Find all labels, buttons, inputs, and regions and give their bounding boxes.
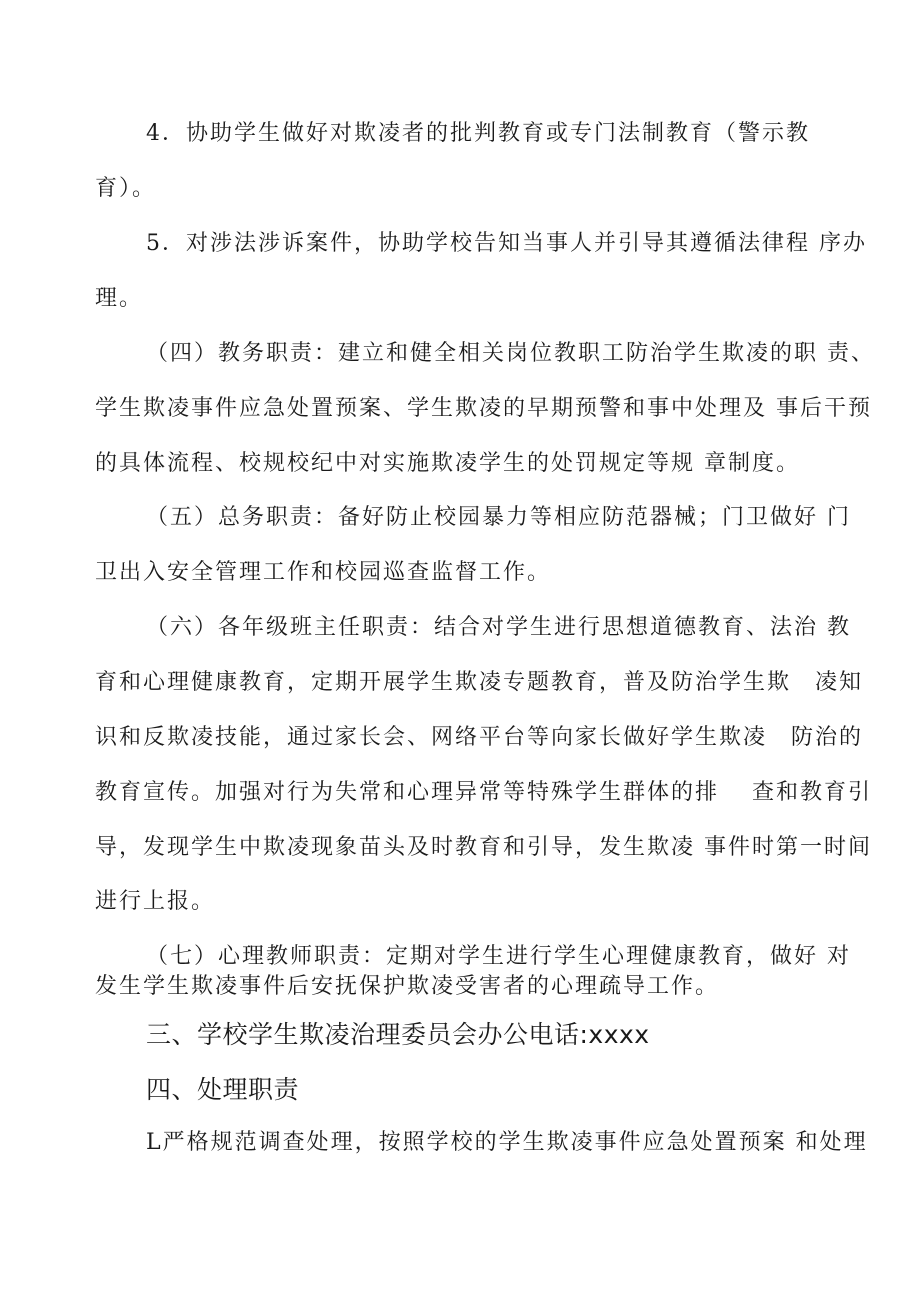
paragraph-line: 识和反欺凌技能，通过家长会、网络平台等向家长做好学生欺凌 防治的	[95, 725, 864, 750]
paragraph-line: L严格规范调查处理，按照学校的学生欺凌事件应急处置预案 和处理	[146, 1130, 868, 1155]
paragraph-line: （四）教务职责：建立和健全相关岗位教职工防治学生欺凌的职 责、	[146, 341, 875, 366]
section-heading-3: 三、学校学生欺凌治理委员会办公电话:xxxx	[146, 1020, 650, 1049]
paragraph-line: 育和心理健康教育，定期开展学生欺凌专题教育，普及防治学生欺 凌知	[95, 670, 864, 695]
paragraph-line: 4．协助学生做好对欺凌者的批判教育或专门法制教育（警示教	[146, 121, 810, 146]
paragraph-line: 学生欺凌事件应急处置预案、学生欺凌的早期预警和事中处理及 事后干预	[95, 396, 872, 421]
paragraph-line: 理。	[95, 286, 144, 311]
paragraph-line: 5．对涉法涉诉案件，协助学校告知当事人并引导其遵循法律程 序办	[146, 231, 867, 256]
paragraph-line: （五）总务职责：备好防止校园暴力等相应防范器械；门卫做好 门	[146, 505, 851, 530]
paragraph-line: （六）各年级班主任职责：结合对学生进行思想道德教育、法治 教	[146, 615, 851, 640]
paragraph-line: 的具体流程、校规校纪中对实施欺凌学生的处罚规定等规 章制度。	[95, 451, 800, 476]
paragraph-line: （七）心理教师职责：定期对学生进行学生心理健康教育，做好 对	[146, 944, 851, 969]
paragraph-line: 卫出入安全管理工作和校园巡查监督工作。	[95, 560, 552, 585]
paragraph-line: 发生学生欺凌事件后安抚保护欺凌受害者的心理疏导工作。	[95, 974, 720, 999]
paragraph-line: 育）。	[95, 176, 157, 201]
paragraph-line: 进行上报。	[95, 889, 216, 914]
paragraph-line: 导，发现学生中欺凌现象苗头及时教育和引导，发生欺凌 事件时第一时间	[95, 835, 872, 860]
paragraph-line: 教育宣传。加强对行为失常和心理异常等特殊学生群体的排 查和教育引	[95, 780, 872, 805]
section-heading-4: 四、处理职责	[146, 1075, 300, 1104]
